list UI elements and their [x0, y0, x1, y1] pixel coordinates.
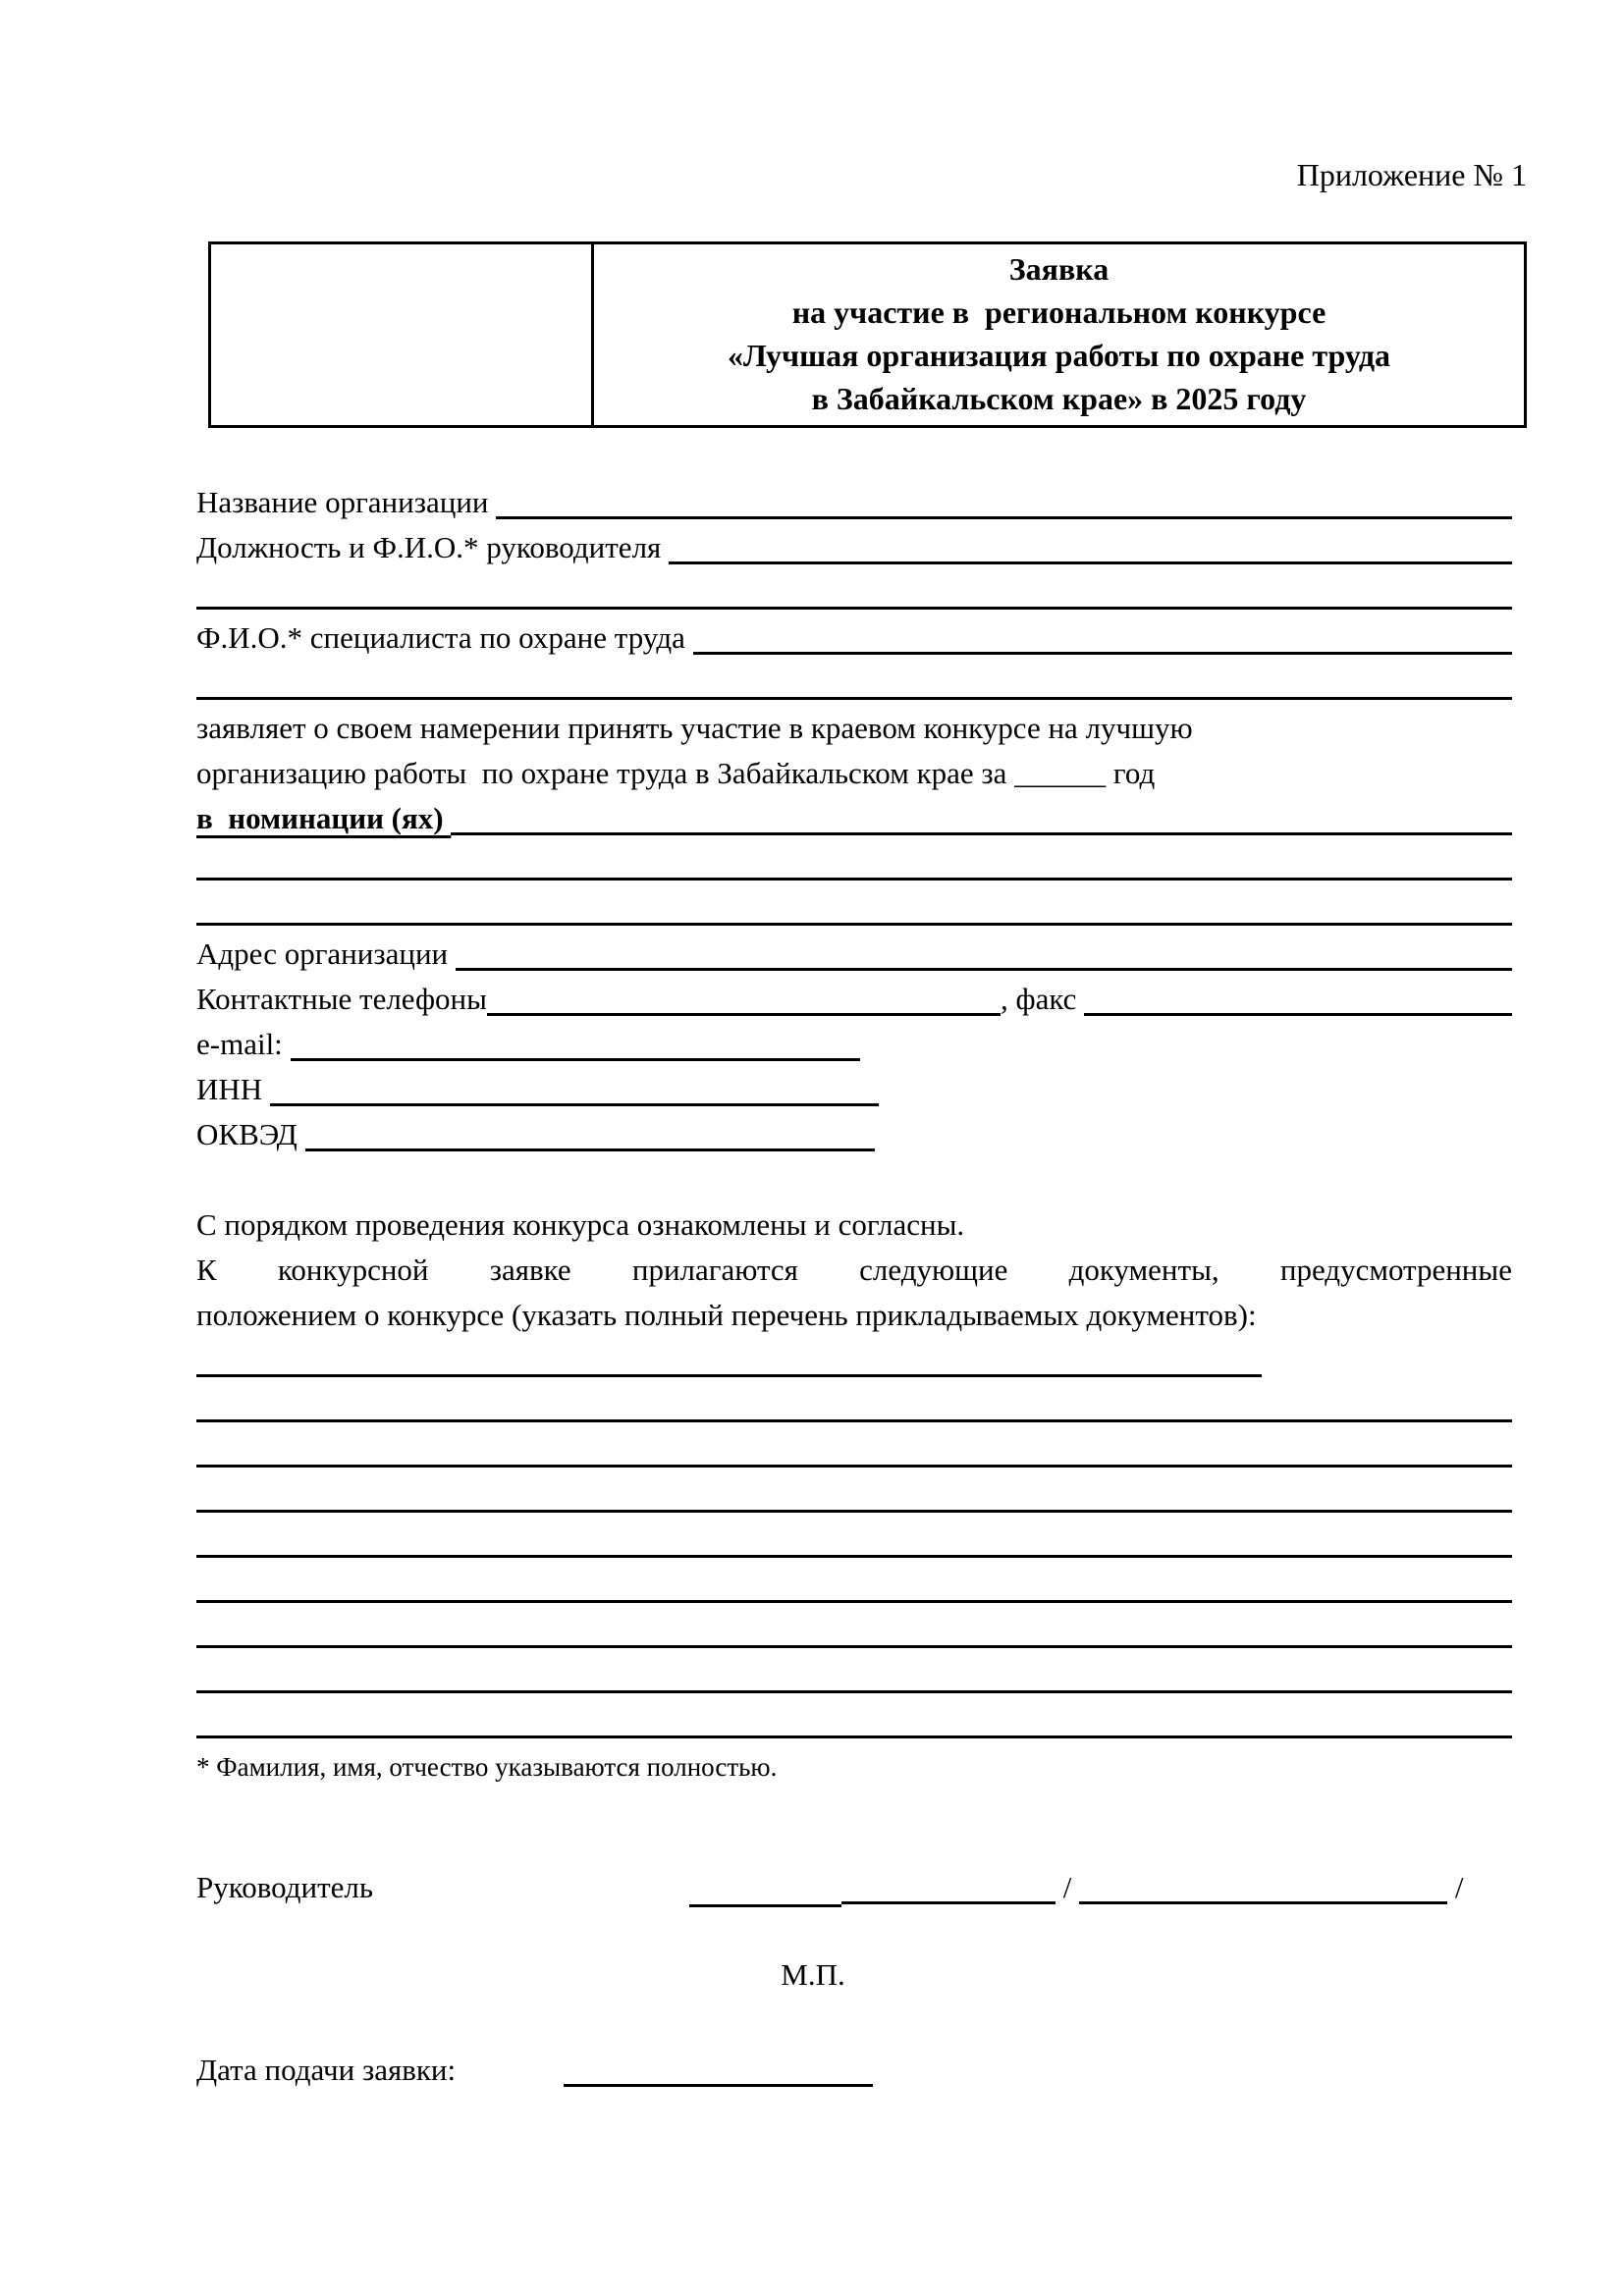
- documents-blank-row-3: [196, 1473, 1512, 1519]
- signature-blank-line-2: [841, 1901, 1056, 1904]
- org-name-row: [196, 480, 1512, 525]
- inn-blank-line: [270, 1103, 879, 1106]
- signature-name-blank-line: [1079, 1901, 1447, 1904]
- documents-blank-row-1: [196, 1383, 1512, 1428]
- email-label: e-mail:: [196, 1027, 291, 1061]
- okved-blank-line: [305, 1148, 875, 1151]
- spacer-row: [196, 1157, 1512, 1202]
- signature-blank-line-1: [689, 1904, 841, 1907]
- nomination-blank-line-2: [196, 878, 1512, 881]
- leader-label: Руководитель: [196, 1870, 374, 1904]
- documents-blank-row-4: [196, 1519, 1512, 1564]
- documents-blank-row-5: [196, 1564, 1512, 1609]
- email-blank-line: [291, 1058, 860, 1061]
- date-spacer: [456, 2048, 564, 2093]
- signature-spacer: [373, 1865, 689, 1910]
- documents-blank-row-6: [196, 1609, 1512, 1654]
- signature-row: [196, 1865, 1512, 1910]
- specialist-fio-blank-line-2: [196, 697, 1512, 700]
- documents-blank-line-5: [196, 1600, 1512, 1603]
- address-row: [196, 932, 1512, 977]
- appendix-label: Приложение № 1: [1296, 157, 1527, 192]
- head-fio-label: Должность и Ф.И.О.* руководителя: [196, 530, 670, 564]
- header-table-empty-cell: [210, 243, 593, 427]
- title-line-1: Заявка: [1008, 251, 1110, 287]
- phones-blank-line: [487, 1013, 1001, 1016]
- nomination-continuation-row-2: [196, 886, 1512, 932]
- documents-blank-line-1: [196, 1419, 1512, 1422]
- phones-label: Контактные телефоны: [196, 982, 487, 1016]
- phones-row: [196, 977, 1512, 1022]
- documents-blank-line-short: [196, 1374, 1262, 1377]
- signature-slash-mid: /: [1056, 1870, 1080, 1904]
- head-fio-continuation-row: [196, 570, 1512, 615]
- specialist-fio-label: Ф.И.О.* специалиста по охране труда: [196, 620, 693, 655]
- specialist-fio-row: [196, 615, 1512, 661]
- intent-text-line-2: организацию работы по охране труда в Забайкальском крае за ______ год: [196, 756, 1156, 790]
- title-line-4: в Забайкальском крае» в 2025 году: [811, 381, 1307, 416]
- documents-blank-row-2: [196, 1428, 1512, 1473]
- documents-blank-line-2: [196, 1465, 1512, 1468]
- inn-row: [196, 1067, 1512, 1112]
- email-row: [196, 1022, 1512, 1067]
- fax-label: , факс: [1000, 982, 1085, 1016]
- specialist-fio-continuation-row: [196, 661, 1512, 706]
- nomination-blank-line: [451, 832, 1512, 835]
- form-body: [196, 480, 1512, 2093]
- org-name-label: Название организации: [196, 485, 497, 519]
- nomination-continuation-row-1: [196, 841, 1512, 886]
- signature-slash-end: /: [1447, 1870, 1464, 1904]
- documents-blank-line-4: [196, 1555, 1512, 1558]
- documents-blank-line-6: [196, 1645, 1512, 1648]
- okved-label: ОКВЭД: [196, 1117, 305, 1151]
- documents-line-1: К конкурсной заявке прилагаются следующие документы, предусмотренные: [196, 1253, 1512, 1287]
- fax-blank-line: [1084, 1013, 1512, 1016]
- title-line-3: «Лучшая организация работы по охране труда: [727, 338, 1391, 373]
- address-blank-line: [456, 968, 1512, 971]
- documents-blank-line-7: [196, 1690, 1512, 1693]
- inn-label: ИНН: [196, 1072, 270, 1106]
- documents-short-blank-row: [196, 1338, 1512, 1383]
- documents-blank-row-8: [196, 1699, 1512, 1744]
- org-name-blank-line: [496, 516, 1512, 519]
- address-label: Адрес организации: [196, 936, 456, 971]
- header-table-title-cell: [593, 243, 1526, 427]
- documents-blank-line-8: [196, 1735, 1512, 1738]
- intent-text-line-1: заявляет о своем намерении принять участие в краевом конкурсе на лучшую: [196, 711, 1193, 745]
- footnote: * Фамилия, имя, отчество указываются полностью.: [196, 1752, 778, 1782]
- title-line-2: на участие в региональном конкурсе: [791, 294, 1326, 330]
- documents-blank-row-7: [196, 1654, 1512, 1699]
- nomination-row: [196, 796, 1512, 841]
- nomination-label: в номинации (ях): [196, 801, 452, 835]
- header-table: [208, 241, 1527, 428]
- agreement-line: С порядком проведения конкурса ознакомлены и согласны.: [196, 1207, 965, 1242]
- head-fio-row: [196, 525, 1512, 570]
- head-fio-blank-line: [669, 561, 1512, 564]
- documents-blank-line-3: [196, 1510, 1512, 1513]
- submission-date-blank-line: [564, 2084, 873, 2087]
- submission-date-label: Дата подачи заявки:: [196, 2053, 457, 2087]
- head-fio-blank-line-2: [196, 607, 1512, 610]
- okved-row: [196, 1112, 1512, 1157]
- stamp-place-label: М.П.: [781, 1957, 845, 1992]
- specialist-fio-blank-line: [693, 652, 1512, 655]
- submission-date-row: [196, 2048, 1512, 2093]
- documents-line-2: положением о конкурсе (указать полный перечень прикладываемых документов):: [196, 1298, 1257, 1332]
- nomination-blank-line-3: [196, 923, 1512, 926]
